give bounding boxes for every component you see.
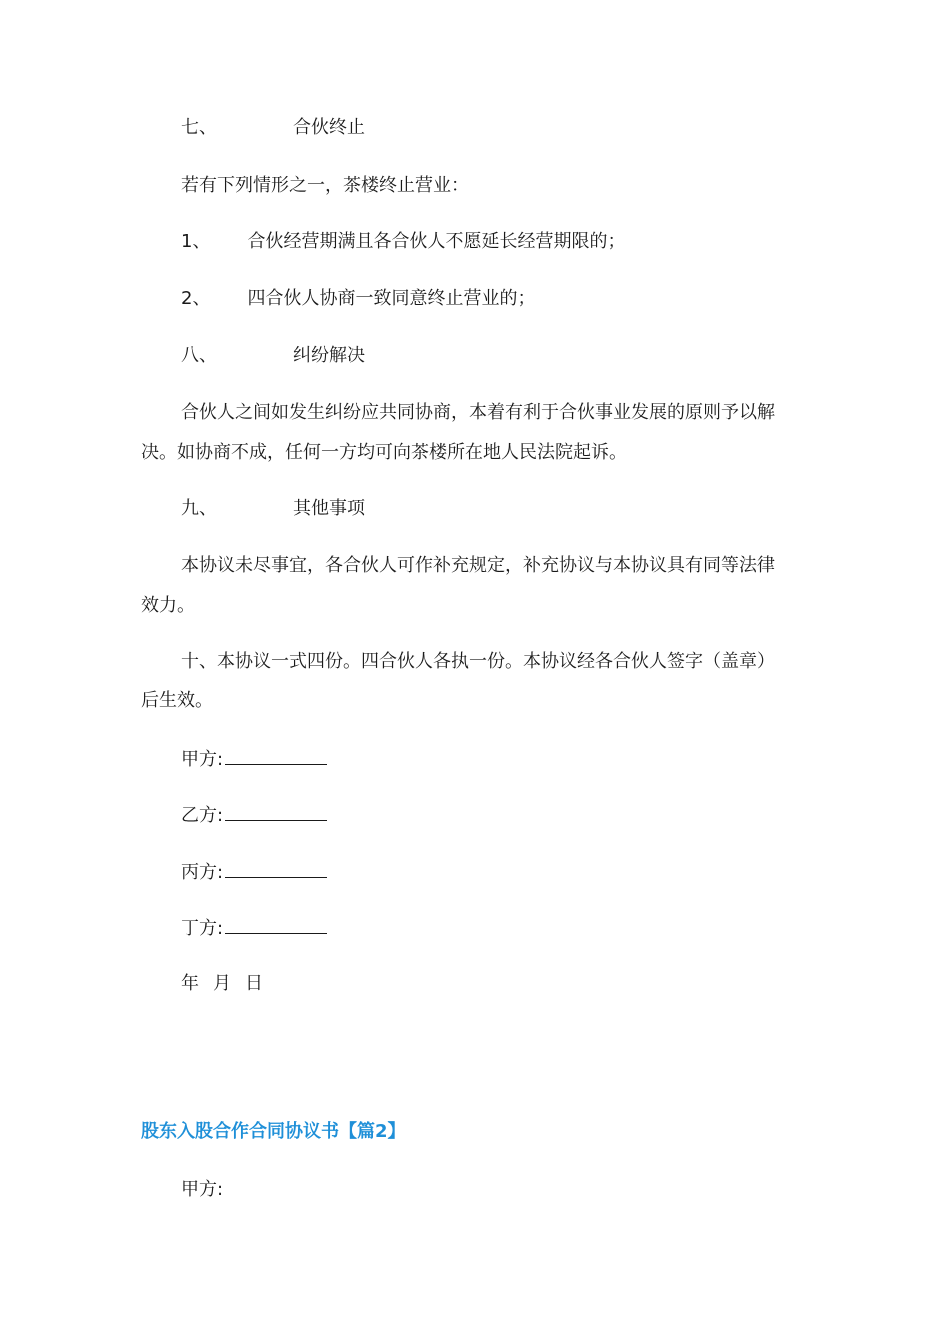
list-item-text: 合伙经营期满且各合伙人不愿延长经营期限的； <box>247 231 626 252</box>
next-section-title: 股东入股合作合同协议书【篇2】 <box>141 1121 406 1142</box>
signature-row <box>181 859 327 885</box>
signature-blank <box>225 746 327 765</box>
paragraph-line: 十、本协议一式四份。四合伙人各执一份。本协议经各合伙人签字（盖章） <box>181 651 775 672</box>
signature-row <box>181 915 327 941</box>
list-item <box>181 230 625 254</box>
signature-label: 乙方: <box>181 805 224 826</box>
section-title: 纠纷解决 <box>293 345 365 366</box>
list-item <box>181 287 535 311</box>
signature-blank <box>225 859 327 878</box>
date-day: 日 <box>245 973 263 994</box>
date-month: 月 <box>213 973 231 994</box>
paragraph-line: 后生效。 <box>141 690 213 711</box>
date-year: 年 <box>181 973 199 994</box>
paragraph-line: 合伙人之间如发生纠纷应共同协商，本着有利于合伙事业发展的原则予以解 <box>181 402 775 423</box>
paragraph-line: 本协议未尽事宜，各合伙人可作补充规定，补充协议与本协议具有同等法律 <box>181 555 775 576</box>
section-number: 七、 <box>181 117 217 138</box>
signature-blank <box>225 915 327 934</box>
party-label: 甲方: <box>181 1179 224 1200</box>
signature-row <box>181 802 327 828</box>
signature-label: 甲方: <box>181 749 224 770</box>
section-number: 九、 <box>181 498 217 519</box>
signature-row <box>181 746 327 772</box>
section-number: 八、 <box>181 345 217 366</box>
list-item-text: 四合伙人协商一致同意终止营业的； <box>247 288 536 309</box>
paragraph-line: 决。如协商不成，任何一方均可向茶楼所在地人民法院起诉。 <box>141 442 627 463</box>
list-item-number: 2、 <box>181 288 211 309</box>
section-title: 合伙终止 <box>293 117 365 138</box>
section-title: 其他事项 <box>293 498 365 519</box>
section-heading-9 <box>181 497 365 521</box>
date-line <box>181 972 263 996</box>
section-heading-7 <box>181 116 365 140</box>
signature-blank <box>225 802 327 821</box>
list-item-number: 1、 <box>181 231 211 252</box>
signature-label: 丙方: <box>181 862 224 883</box>
signature-label: 丁方: <box>181 918 224 939</box>
paragraph-line: 效力。 <box>141 595 195 616</box>
paragraph: 若有下列情形之一，茶楼终止营业： <box>181 175 469 196</box>
section-heading-8 <box>181 344 365 368</box>
